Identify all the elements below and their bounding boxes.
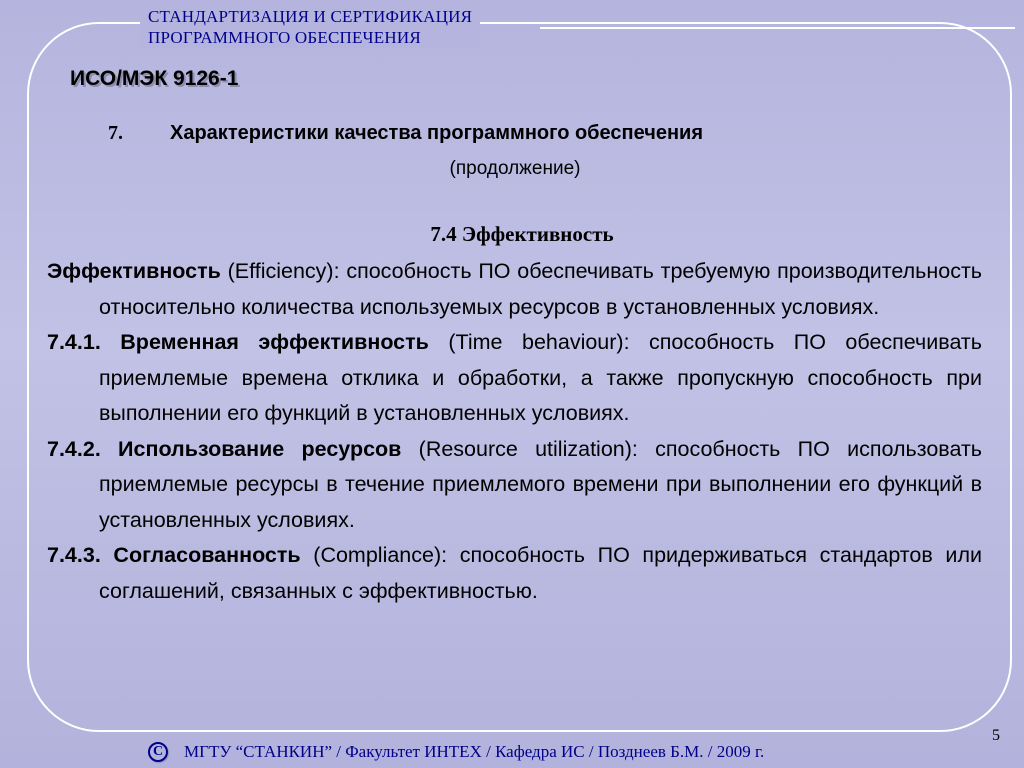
footer-text: МГТУ “СТАНКИН” / Факультет ИНТЕХ / Кафедра ИС / Позднеев Б.М. / 2009 г. [184, 742, 765, 761]
section-subtitle: (продолжение) [449, 158, 581, 179]
section-number: 7. [108, 122, 123, 144]
definition-term: 7.4.2. Использование ресурсов [47, 436, 402, 461]
page-number: 5 [992, 727, 1000, 744]
section-title [108, 122, 703, 145]
definition-item-compliance [47, 538, 982, 609]
footer [148, 740, 764, 764]
definition-term: 7.4.1. Временная эффективность [47, 330, 429, 354]
course-header [140, 6, 480, 48]
definition-text: (Resource utilization): способность ПО использовать приемлемые ресурсы в течение приемлемого времени при выполнении его функций в установленных условиях. [99, 436, 982, 532]
header-divider [540, 27, 1015, 29]
definition-text: (Efficiency): способность ПО обеспечивать требуемую производительность относительно количества используемых ресурсов в установленных условиях. [99, 259, 982, 319]
standard-label: ИСО/МЭК 9126-1 [70, 67, 239, 90]
copyright-icon: C [148, 742, 168, 762]
definition-term: 7.4.3. Согласованность [47, 543, 301, 567]
definition-text: (Compliance): способность ПО придерживаться стандартов или соглашений, связанных с эффективностью. [99, 543, 982, 603]
course-header-line2: ПРОГРАММНОГО ОБЕСПЕЧЕНИЯ [148, 28, 421, 47]
definition-term: Эффективность [47, 259, 221, 283]
course-header-line1: СТАНДАРТИЗАЦИЯ И СЕРТИФИКАЦИЯ [148, 7, 473, 26]
definition-item-time-behaviour [47, 325, 982, 432]
definition-item-resource-utilization [47, 432, 982, 539]
definition-item-efficiency [47, 254, 982, 325]
subsection-heading: 7.4 Эффективность [430, 222, 614, 246]
section-title-text: Характеристики качества программного обеспечения [170, 122, 703, 144]
definition-text: (Time behaviour): способность ПО обеспечивать приемлемые времена отклика и обработки, а также пропускную способность при выполнении его функций в установленных условиях. [99, 330, 982, 425]
definitions-list [47, 254, 982, 609]
